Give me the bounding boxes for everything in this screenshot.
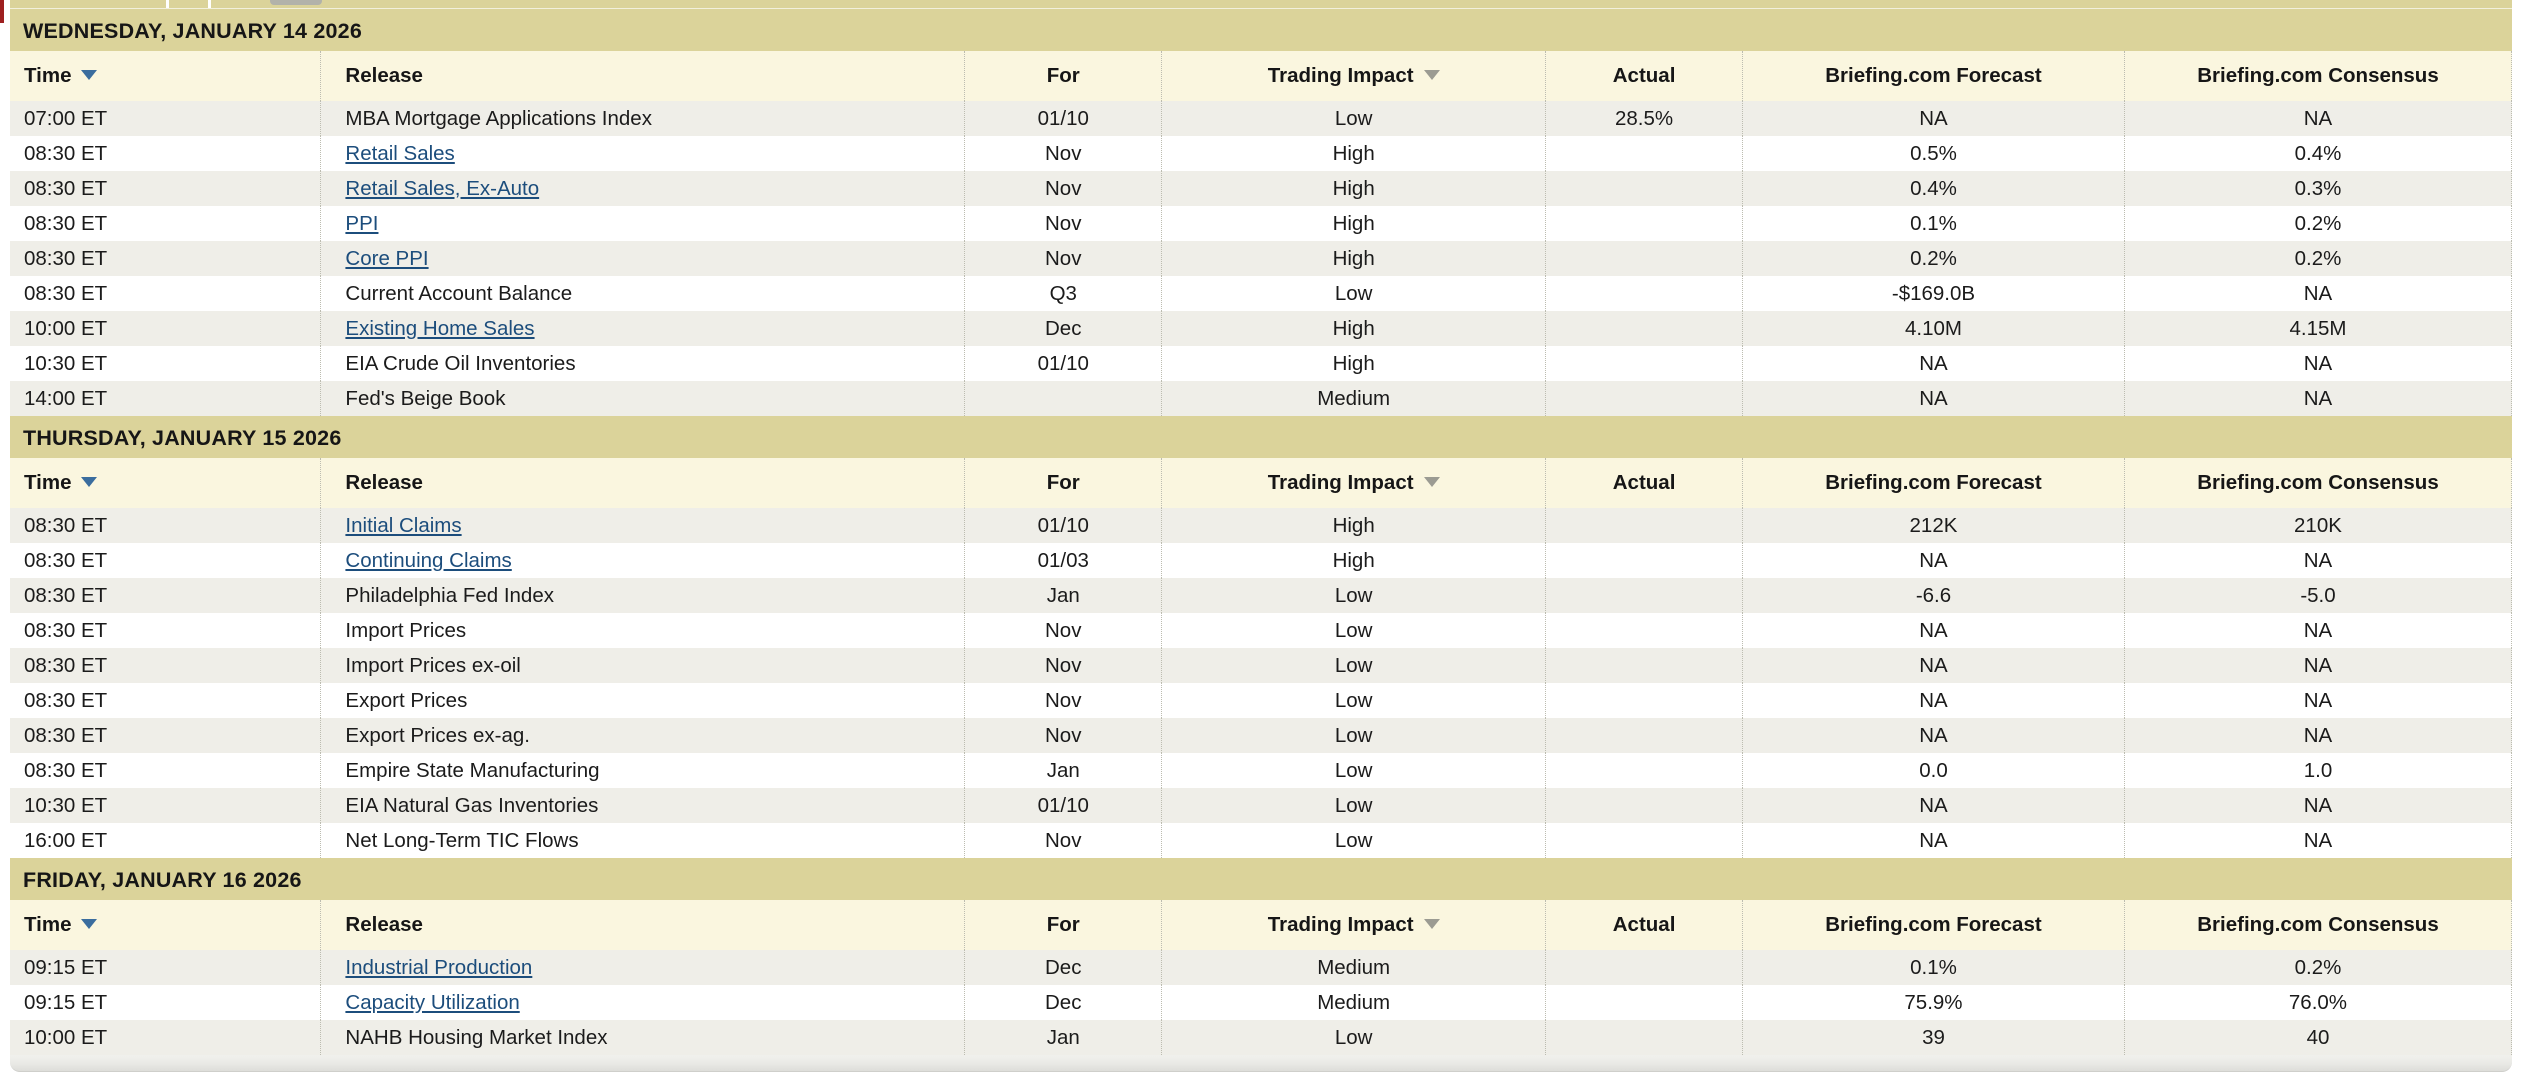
consensus-cell: NA bbox=[2124, 346, 2511, 381]
actual-cell bbox=[1546, 985, 1743, 1020]
release-cell bbox=[321, 985, 965, 1020]
time-cell: 08:30 ET bbox=[10, 718, 321, 753]
time-cell: 07:00 ET bbox=[10, 101, 321, 136]
column-header-row bbox=[10, 458, 2512, 508]
column-header-label: Time bbox=[24, 64, 72, 87]
actual-cell bbox=[1546, 823, 1743, 858]
actual-cell bbox=[1546, 648, 1743, 683]
release-cell: Empire State Manufacturing bbox=[321, 753, 965, 788]
time-cell: 16:00 ET bbox=[10, 823, 321, 858]
forecast-cell: NA bbox=[1743, 381, 2125, 416]
column-header-label: Briefing.com Forecast bbox=[1825, 913, 2042, 936]
day-banner: WEDNESDAY, JANUARY 14 2026 bbox=[10, 9, 2512, 51]
column-header-label: Briefing.com Forecast bbox=[1825, 471, 2042, 494]
for-cell: Nov bbox=[965, 241, 1162, 276]
release-link[interactable]: PPI bbox=[345, 211, 379, 235]
trading-impact-cell: High bbox=[1162, 206, 1546, 241]
actual-cell bbox=[1546, 136, 1743, 171]
forecast-cell: 0.0 bbox=[1743, 753, 2125, 788]
sort-down-icon bbox=[1424, 70, 1440, 80]
forecast-cell: NA bbox=[1743, 823, 2125, 858]
column-header-trading-impact[interactable] bbox=[1162, 51, 1546, 101]
calendar-table bbox=[10, 458, 2512, 858]
release-row bbox=[10, 311, 2512, 346]
column-header-consensus bbox=[2124, 51, 2511, 101]
consensus-cell: 1.0 bbox=[2124, 753, 2511, 788]
release-cell bbox=[321, 136, 965, 171]
consensus-cell: 0.3% bbox=[2124, 171, 2511, 206]
release-row bbox=[10, 578, 2512, 613]
actual-cell bbox=[1546, 171, 1743, 206]
forecast-cell: NA bbox=[1743, 101, 2125, 136]
column-header-label: Time bbox=[24, 913, 72, 936]
for-cell: Dec bbox=[965, 950, 1162, 985]
time-cell: 10:00 ET bbox=[10, 1020, 321, 1055]
consensus-cell: NA bbox=[2124, 648, 2511, 683]
release-link[interactable]: Capacity Utilization bbox=[345, 990, 520, 1014]
actual-cell bbox=[1546, 613, 1743, 648]
trading-impact-cell: High bbox=[1162, 136, 1546, 171]
release-link[interactable]: Core PPI bbox=[345, 246, 429, 270]
column-header-label: For bbox=[1046, 64, 1080, 87]
release-cell: Export Prices ex-ag. bbox=[321, 718, 965, 753]
actual-cell bbox=[1546, 950, 1743, 985]
release-link[interactable]: Continuing Claims bbox=[345, 548, 512, 572]
release-cell bbox=[321, 171, 965, 206]
release-cell: EIA Crude Oil Inventories bbox=[321, 346, 965, 381]
release-cell bbox=[321, 543, 965, 578]
trading-impact-cell: High bbox=[1162, 171, 1546, 206]
release-link[interactable]: Initial Claims bbox=[345, 513, 462, 537]
release-row bbox=[10, 823, 2512, 858]
release-cell: EIA Natural Gas Inventories bbox=[321, 788, 965, 823]
day-section bbox=[10, 416, 2512, 858]
actual-cell bbox=[1546, 311, 1743, 346]
release-row bbox=[10, 241, 2512, 276]
trading-impact-cell: Low bbox=[1162, 718, 1546, 753]
release-cell: NAHB Housing Market Index bbox=[321, 1020, 965, 1055]
release-cell: MBA Mortgage Applications Index bbox=[321, 101, 965, 136]
forecast-cell: 212K bbox=[1743, 508, 2125, 543]
forecast-cell: NA bbox=[1743, 683, 2125, 718]
for-cell: Nov bbox=[965, 823, 1162, 858]
column-header-trading-impact[interactable] bbox=[1162, 458, 1546, 508]
column-header-label: Briefing.com Consensus bbox=[2197, 471, 2439, 494]
consensus-cell: 210K bbox=[2124, 508, 2511, 543]
column-header-forecast bbox=[1743, 900, 2125, 950]
column-separator-notch bbox=[208, 0, 211, 8]
for-cell: Nov bbox=[965, 613, 1162, 648]
column-header-time[interactable] bbox=[10, 458, 321, 508]
economic-calendar bbox=[10, 0, 2512, 1072]
consensus-cell: 0.4% bbox=[2124, 136, 2511, 171]
release-row bbox=[10, 788, 2512, 823]
release-link[interactable]: Retail Sales bbox=[345, 141, 455, 165]
column-header-label: For bbox=[1046, 913, 1080, 936]
release-row bbox=[10, 508, 2512, 543]
consensus-cell: NA bbox=[2124, 613, 2511, 648]
column-separator-notch bbox=[166, 0, 169, 8]
actual-cell bbox=[1546, 788, 1743, 823]
table-bottom-edge bbox=[10, 1055, 2512, 1072]
release-cell bbox=[321, 311, 965, 346]
column-header-label: Briefing.com Consensus bbox=[2197, 913, 2439, 936]
column-header-release bbox=[321, 51, 965, 101]
column-header-label: For bbox=[1046, 471, 1080, 494]
column-header-row bbox=[10, 900, 2512, 950]
trading-impact-cell: Low bbox=[1162, 753, 1546, 788]
forecast-cell: 39 bbox=[1743, 1020, 2125, 1055]
time-cell: 14:00 ET bbox=[10, 381, 321, 416]
time-cell: 08:30 ET bbox=[10, 613, 321, 648]
for-cell: 01/10 bbox=[965, 788, 1162, 823]
column-header-label: Briefing.com Forecast bbox=[1825, 64, 2042, 87]
release-row bbox=[10, 753, 2512, 788]
forecast-cell: -$169.0B bbox=[1743, 276, 2125, 311]
forecast-cell: NA bbox=[1743, 648, 2125, 683]
actual-cell bbox=[1546, 346, 1743, 381]
day-banner: FRIDAY, JANUARY 16 2026 bbox=[10, 858, 2512, 900]
actual-cell bbox=[1546, 578, 1743, 613]
calendar-sections bbox=[10, 9, 2512, 1055]
trading-impact-cell: Low bbox=[1162, 788, 1546, 823]
time-cell: 09:15 ET bbox=[10, 985, 321, 1020]
forecast-cell: 0.1% bbox=[1743, 206, 2125, 241]
for-cell bbox=[965, 381, 1162, 416]
for-cell: 01/03 bbox=[965, 543, 1162, 578]
release-row bbox=[10, 648, 2512, 683]
actual-cell bbox=[1546, 718, 1743, 753]
forecast-cell: 0.4% bbox=[1743, 171, 2125, 206]
trading-impact-cell: High bbox=[1162, 346, 1546, 381]
release-link[interactable]: Industrial Production bbox=[345, 955, 533, 979]
time-cell: 08:30 ET bbox=[10, 753, 321, 788]
forecast-cell: NA bbox=[1743, 718, 2125, 753]
column-header-forecast bbox=[1743, 51, 2125, 101]
time-cell: 08:30 ET bbox=[10, 206, 321, 241]
calendar-table bbox=[10, 900, 2512, 1055]
release-cell: Fed's Beige Book bbox=[321, 381, 965, 416]
for-cell: 01/10 bbox=[965, 346, 1162, 381]
sort-down-icon bbox=[81, 477, 97, 487]
time-cell: 08:30 ET bbox=[10, 578, 321, 613]
release-row bbox=[10, 683, 2512, 718]
trading-impact-cell: Low bbox=[1162, 1020, 1546, 1055]
release-cell: Export Prices bbox=[321, 683, 965, 718]
column-header-label: Trading Impact bbox=[1267, 64, 1414, 87]
forecast-cell: 0.2% bbox=[1743, 241, 2125, 276]
consensus-cell: NA bbox=[2124, 823, 2511, 858]
release-cell: Import Prices ex-oil bbox=[321, 648, 965, 683]
time-cell: 08:30 ET bbox=[10, 508, 321, 543]
release-row bbox=[10, 1020, 2512, 1055]
release-row bbox=[10, 950, 2512, 985]
column-header-actual bbox=[1546, 51, 1743, 101]
actual-cell bbox=[1546, 276, 1743, 311]
day-banner: THURSDAY, JANUARY 15 2026 bbox=[10, 416, 2512, 458]
for-cell: Nov bbox=[965, 683, 1162, 718]
sort-down-icon bbox=[1424, 477, 1440, 487]
trading-impact-cell: Low bbox=[1162, 578, 1546, 613]
release-cell: Current Account Balance bbox=[321, 276, 965, 311]
trading-impact-cell: High bbox=[1162, 508, 1546, 543]
for-cell: 01/10 bbox=[965, 508, 1162, 543]
column-header-release bbox=[321, 900, 965, 950]
forecast-cell: 0.5% bbox=[1743, 136, 2125, 171]
trading-impact-cell: High bbox=[1162, 241, 1546, 276]
actual-cell bbox=[1546, 381, 1743, 416]
column-header-label: Actual bbox=[1612, 471, 1676, 494]
for-cell: Jan bbox=[965, 1020, 1162, 1055]
consensus-cell: NA bbox=[2124, 101, 2511, 136]
column-header-release bbox=[321, 458, 965, 508]
for-cell: Dec bbox=[965, 985, 1162, 1020]
for-cell: 01/10 bbox=[965, 101, 1162, 136]
for-cell: Jan bbox=[965, 753, 1162, 788]
trading-impact-cell: Medium bbox=[1162, 950, 1546, 985]
red-edge-artifact bbox=[0, 0, 4, 23]
actual-cell bbox=[1546, 206, 1743, 241]
release-cell bbox=[321, 241, 965, 276]
consensus-cell: NA bbox=[2124, 683, 2511, 718]
for-cell: Jan bbox=[965, 578, 1162, 613]
column-header-label: Briefing.com Consensus bbox=[2197, 64, 2439, 87]
release-cell bbox=[321, 950, 965, 985]
release-row bbox=[10, 171, 2512, 206]
column-header-label: Release bbox=[345, 471, 423, 494]
column-header-row bbox=[10, 51, 2512, 101]
release-row bbox=[10, 276, 2512, 311]
column-header-label: Time bbox=[24, 471, 72, 494]
for-cell: Nov bbox=[965, 136, 1162, 171]
release-row bbox=[10, 101, 2512, 136]
column-header-label: Release bbox=[345, 64, 423, 87]
calendar-table bbox=[10, 51, 2512, 416]
trading-impact-cell: High bbox=[1162, 311, 1546, 346]
release-row bbox=[10, 718, 2512, 753]
column-header-forecast bbox=[1743, 458, 2125, 508]
time-cell: 10:30 ET bbox=[10, 788, 321, 823]
column-header-consensus bbox=[2124, 458, 2511, 508]
consensus-cell: -5.0 bbox=[2124, 578, 2511, 613]
time-cell: 08:30 ET bbox=[10, 136, 321, 171]
for-cell: Nov bbox=[965, 718, 1162, 753]
trading-impact-cell: Low bbox=[1162, 648, 1546, 683]
release-cell: Import Prices bbox=[321, 613, 965, 648]
time-cell: 08:30 ET bbox=[10, 648, 321, 683]
column-header-time[interactable] bbox=[10, 900, 321, 950]
column-header-label: Trading Impact bbox=[1267, 471, 1414, 494]
consensus-cell: 0.2% bbox=[2124, 950, 2511, 985]
column-header-time[interactable] bbox=[10, 51, 321, 101]
column-header-actual bbox=[1546, 458, 1743, 508]
forecast-cell: 0.1% bbox=[1743, 950, 2125, 985]
consensus-cell: 40 bbox=[2124, 1020, 2511, 1055]
column-header-trading-impact[interactable] bbox=[1162, 900, 1546, 950]
release-cell bbox=[321, 508, 965, 543]
previous-section-edge bbox=[10, 0, 2512, 9]
column-header-for bbox=[965, 900, 1162, 950]
consensus-cell: 0.2% bbox=[2124, 206, 2511, 241]
time-cell: 08:30 ET bbox=[10, 171, 321, 206]
column-header-label: Actual bbox=[1612, 913, 1676, 936]
sort-down-icon bbox=[81, 919, 97, 929]
for-cell: Nov bbox=[965, 206, 1162, 241]
trading-impact-cell: Low bbox=[1162, 276, 1546, 311]
release-row bbox=[10, 346, 2512, 381]
release-row bbox=[10, 206, 2512, 241]
trading-impact-cell: Low bbox=[1162, 101, 1546, 136]
consensus-cell: NA bbox=[2124, 276, 2511, 311]
actual-cell bbox=[1546, 508, 1743, 543]
forecast-cell: NA bbox=[1743, 543, 2125, 578]
column-header-for bbox=[965, 51, 1162, 101]
release-link[interactable]: Retail Sales, Ex-Auto bbox=[345, 176, 540, 200]
trading-impact-cell: Low bbox=[1162, 823, 1546, 858]
actual-cell bbox=[1546, 543, 1743, 578]
column-header-actual bbox=[1546, 900, 1743, 950]
actual-cell: 28.5% bbox=[1546, 101, 1743, 136]
release-row bbox=[10, 381, 2512, 416]
day-section bbox=[10, 858, 2512, 1055]
consensus-cell: 76.0% bbox=[2124, 985, 2511, 1020]
forecast-cell: -6.6 bbox=[1743, 578, 2125, 613]
forecast-cell: NA bbox=[1743, 613, 2125, 648]
trading-impact-cell: Low bbox=[1162, 613, 1546, 648]
forecast-cell: 75.9% bbox=[1743, 985, 2125, 1020]
release-cell bbox=[321, 206, 965, 241]
release-cell: Net Long-Term TIC Flows bbox=[321, 823, 965, 858]
time-cell: 10:30 ET bbox=[10, 346, 321, 381]
time-cell: 08:30 ET bbox=[10, 241, 321, 276]
release-row bbox=[10, 613, 2512, 648]
column-header-for bbox=[965, 458, 1162, 508]
trading-impact-cell: Medium bbox=[1162, 381, 1546, 416]
release-row bbox=[10, 985, 2512, 1020]
actual-cell bbox=[1546, 683, 1743, 718]
scroll-fragment bbox=[270, 0, 322, 5]
trading-impact-cell: High bbox=[1162, 543, 1546, 578]
column-header-label: Release bbox=[345, 913, 423, 936]
release-cell: Philadelphia Fed Index bbox=[321, 578, 965, 613]
actual-cell bbox=[1546, 1020, 1743, 1055]
consensus-cell: NA bbox=[2124, 381, 2511, 416]
forecast-cell: 4.10M bbox=[1743, 311, 2125, 346]
for-cell: Nov bbox=[965, 171, 1162, 206]
column-header-label: Trading Impact bbox=[1267, 913, 1414, 936]
forecast-cell: NA bbox=[1743, 788, 2125, 823]
consensus-cell: NA bbox=[2124, 718, 2511, 753]
actual-cell bbox=[1546, 753, 1743, 788]
time-cell: 08:30 ET bbox=[10, 683, 321, 718]
trading-impact-cell: Low bbox=[1162, 683, 1546, 718]
column-header-consensus bbox=[2124, 900, 2511, 950]
for-cell: Nov bbox=[965, 648, 1162, 683]
consensus-cell: 4.15M bbox=[2124, 311, 2511, 346]
for-cell: Q3 bbox=[965, 276, 1162, 311]
release-link[interactable]: Existing Home Sales bbox=[345, 316, 535, 340]
sort-down-icon bbox=[1424, 919, 1440, 929]
consensus-cell: 0.2% bbox=[2124, 241, 2511, 276]
release-row bbox=[10, 136, 2512, 171]
column-header-label: Actual bbox=[1612, 64, 1676, 87]
day-section bbox=[10, 9, 2512, 416]
time-cell: 08:30 ET bbox=[10, 276, 321, 311]
trading-impact-cell: Medium bbox=[1162, 985, 1546, 1020]
actual-cell bbox=[1546, 241, 1743, 276]
consensus-cell: NA bbox=[2124, 788, 2511, 823]
time-cell: 08:30 ET bbox=[10, 543, 321, 578]
time-cell: 09:15 ET bbox=[10, 950, 321, 985]
forecast-cell: NA bbox=[1743, 346, 2125, 381]
for-cell: Dec bbox=[965, 311, 1162, 346]
time-cell: 10:00 ET bbox=[10, 311, 321, 346]
release-row bbox=[10, 543, 2512, 578]
sort-down-icon bbox=[81, 70, 97, 80]
consensus-cell: NA bbox=[2124, 543, 2511, 578]
